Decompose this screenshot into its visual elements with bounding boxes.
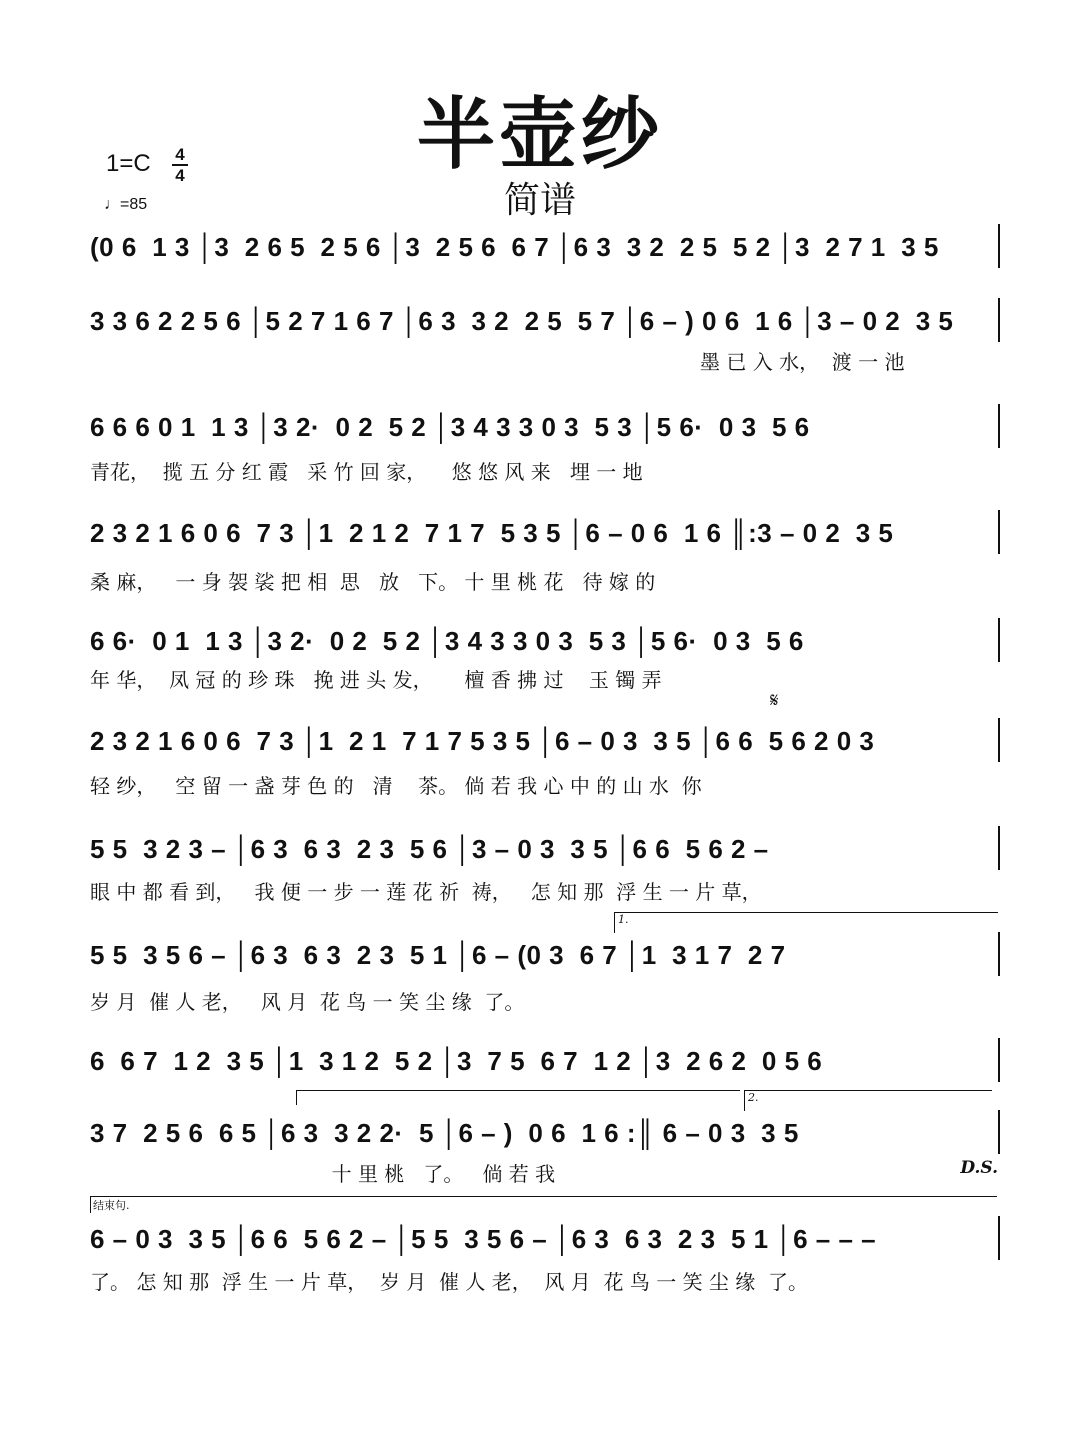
ending-bracket: 结束句. (90, 1196, 997, 1213)
song-subtitle: 简谱 (503, 180, 576, 221)
bar-line (998, 932, 1000, 976)
tempo-marking: ♩=85 (104, 196, 148, 213)
ds-marking: D.S. (960, 1158, 998, 1178)
notes-line: 2 3 2 1 6 0 6 7 3 │1 2 1 2 7 1 7 5 3 5 │6 – 0 6 1 6 ║:3 – 0 2 3 5 (90, 518, 894, 548)
notes-line: 6 6 6 0 1 1 3 │3 2· 0 2 5 2 │3 4 3 3 0 3 5 3 │5 6· 0 3 5 6 (90, 412, 810, 442)
bar-line (998, 298, 1000, 342)
key-signature: 1=C (106, 150, 151, 177)
final-bar-line (998, 1216, 1000, 1260)
bar-line (998, 404, 1000, 448)
volta-bracket-2: 2. (744, 1090, 992, 1111)
lyrics-line: 眼 中 都 看 到， 我 便 一 步 一 莲 花 祈 祷， 怎 知 那 浮 生 一 片 草， (90, 880, 762, 904)
notes-line: (0 6 1 3 │3 2 6 5 2 5 6 │3 2 5 6 6 7 │6 3 3 2 2 5 5 2 │3 2 7 1 3 5 (90, 232, 939, 262)
segno-sign: 𝄋 (770, 688, 779, 712)
lyrics-line: 年 华， 凤 冠 的 珍 珠 挽 进 头 发， 檀 香 拂 过 玉 镯 弄 (90, 668, 662, 692)
time-signature (172, 146, 188, 184)
bar-line (998, 618, 1000, 662)
volta-bracket-1: 1. (614, 912, 998, 933)
song-title: 半壶纱 (416, 90, 663, 180)
time-signature-top: 4 (175, 145, 185, 164)
lyrics-line: 桑 麻， 一 身 袈 裟 把 相 思 放 下。 十 里 桃 花 待 嫁 的 (90, 570, 656, 594)
lyrics-line: 轻 纱， 空 留 一 盏 芽 色 的 清 茶。 倘 若 我 心 中 的 山 水 你 (90, 774, 702, 798)
bar-line (998, 510, 1000, 554)
notes-line: 2 3 2 1 6 0 6 7 3 │1 2 1 7 1 7 5 3 5 │6 – 0 3 3 5 │6 6 5 6 2 0 3 (90, 726, 875, 756)
notes-line: 5 5 3 2 3 – │6 3 6 3 2 3 5 6 │3 – 0 3 3 5 │6 6 5 6 2 – (90, 834, 769, 864)
volta-bracket-line (296, 1090, 740, 1105)
notes-line: 6 6 7 1 2 3 5 │1 3 1 2 5 2 │3 7 5 6 7 1 2 │3 2 6 2 0 5 6 (90, 1046, 823, 1076)
lyrics-line: 了。 怎 知 那 浮 生 一 片 草， 岁 月 催 人 老， 风 月 花 鸟 一 笑 尘 缘 了。 (90, 1270, 809, 1294)
lyrics-line: 岁 月 催 人 老， 风 月 花 鸟 一 笑 尘 缘 了。 (90, 990, 525, 1014)
bar-line (998, 718, 1000, 762)
lyrics-line: 青花， 揽 五 分 红 霞 采 竹 回 家， 悠 悠 风 来 埋 一 地 (90, 460, 643, 484)
notes-line: 5 5 3 5 6 – │6 3 6 3 2 3 5 1 │6 – (0 3 6 7 │1 3 1 7 2 7 (90, 940, 786, 970)
time-signature-bottom: 4 (175, 166, 185, 185)
lyrics-line: 十 里 桃 了。 倘 若 我 (90, 1162, 556, 1186)
bar-line (998, 1038, 1000, 1082)
notes-line: 3 3 6 2 2 5 6 │5 2 7 1 6 7 │6 3 3 2 2 5 5 7 │6 – ) 0 6 1 6 │3 – 0 2 3 5 (90, 306, 954, 336)
bar-line (998, 826, 1000, 870)
lyrics-line: 墨 已 入 水， 渡 一 池 (700, 350, 905, 374)
bar-line (998, 224, 1000, 268)
notes-line: 6 6· 0 1 1 3 │3 2· 0 2 5 2 │3 4 3 3 0 3 5 3 │5 6· 0 3 5 6 (90, 626, 804, 656)
double-bar-line (998, 1110, 1000, 1154)
notes-line: 3 7 2 5 6 6 5 │6 3 3 2 2· 5 │6 – ) 0 6 1 6 :║ 6 – 0 3 3 5 (90, 1118, 799, 1148)
notes-line: 6 – 0 3 3 5 │6 6 5 6 2 – │5 5 3 5 6 – │6 3 6 3 2 3 5 1 │6 – – – (90, 1224, 877, 1254)
